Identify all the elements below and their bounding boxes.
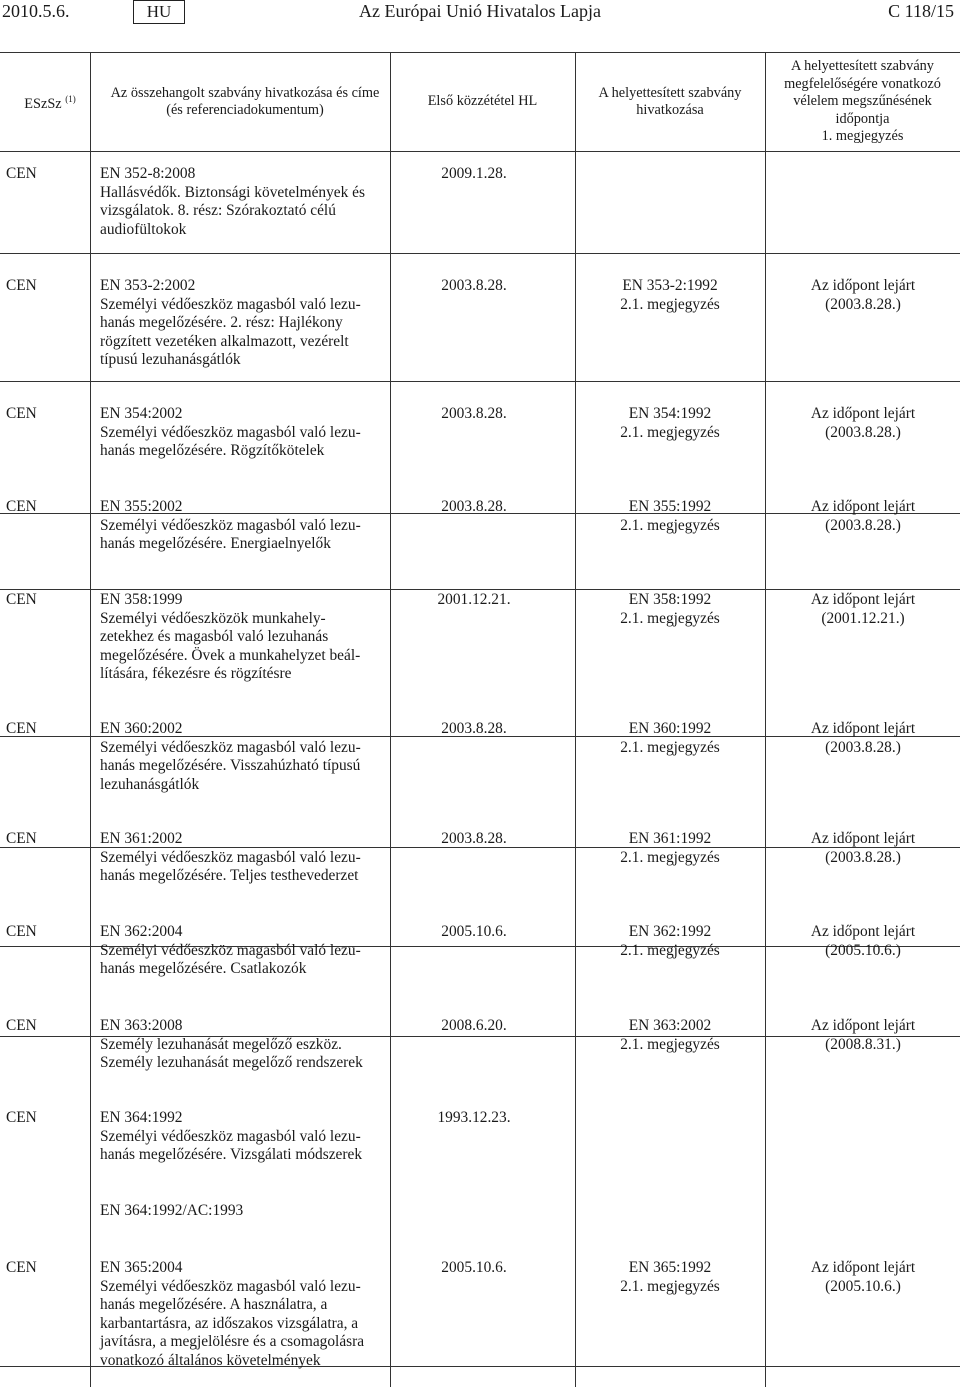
title-line: hanás megelőzésére. Visszahúzható típusú — [100, 757, 361, 775]
title-line: hanás megelőzésére. 2. rész: Hajlékony — [100, 314, 343, 332]
row-divider — [0, 589, 960, 590]
title-line: lezuhanásgátlók — [100, 775, 200, 793]
header-line: Az összehangolt szabvány hivatkozása és címe — [110, 84, 380, 101]
standard-reference — [100, 405, 372, 461]
standard-title — [100, 610, 372, 684]
title-line: Személy lezuhanását megelőző rendszerek — [100, 1054, 363, 1072]
page-header — [0, 0, 960, 26]
standards-org: CEN — [6, 720, 37, 737]
cessation-line: (2005.10.6.) — [825, 941, 901, 959]
standards-org: CEN — [6, 498, 37, 515]
superseded-standard — [585, 405, 755, 442]
row-divider — [0, 381, 960, 382]
header-line: 1. megjegyzés — [821, 128, 904, 145]
superseded-line: EN 365:1992 — [628, 1259, 712, 1276]
title-line: hanás megelőzésére. A használatra, a — [100, 1296, 328, 1314]
title-line: karbantartásra, az időszakos vizsgálatra, a — [100, 1314, 359, 1332]
title-line: Személyi védőeszköz magasból való lezu- — [100, 295, 361, 313]
title-line: Személyi védőeszköz magasból való lezu- — [100, 848, 361, 866]
cessation-line: (2001.12.21.) — [821, 609, 905, 627]
column-header-cessation — [765, 53, 960, 151]
standards-org: CEN — [6, 277, 37, 294]
standard-title — [100, 739, 372, 795]
standard-code: EN 364:1992/AC:1993 — [100, 1202, 244, 1219]
standards-org: CEN — [6, 1109, 37, 1126]
row-divider — [0, 151, 960, 152]
header-line: A helyettesített szabvány — [598, 84, 742, 101]
title-line: hanás megelőzésére. Energiaelnyelők — [100, 535, 331, 553]
superseded-line: EN 358:1992 — [628, 591, 712, 608]
cessation-date — [770, 277, 956, 314]
superseded-line: EN 355:1992 — [628, 498, 712, 515]
cessation-date — [770, 1259, 956, 1296]
standard-title — [100, 184, 372, 240]
standard-title — [100, 296, 372, 370]
standard-code: EN 361:2002 — [100, 830, 183, 847]
cessation-line: (2005.10.6.) — [825, 1277, 901, 1295]
standards-table — [0, 52, 960, 1387]
standard-code: EN 355:2002 — [100, 498, 183, 515]
standard-code: EN 353-2:2002 — [100, 277, 196, 294]
cessation-date — [770, 498, 956, 535]
first-publication-date: 1993.12.23. — [437, 1109, 511, 1126]
header-line: (és referenciadokumentum) — [166, 102, 324, 118]
superseded-line: 2.1. megjegyzés — [620, 423, 720, 441]
footnote-marker: (1) — [65, 93, 76, 104]
standards-org: CEN — [6, 830, 37, 847]
title-line: Személyi védőeszköz magasból való lezu- — [100, 423, 361, 441]
standard-code: EN 365:2004 — [100, 1259, 183, 1276]
standard-title — [100, 517, 372, 554]
column-header-first-publication — [390, 53, 575, 151]
cessation-line: Az időpont lejárt — [810, 830, 916, 847]
title-line: Személyi védőeszköz magasból való lezu- — [100, 941, 361, 959]
standard-reference — [100, 591, 372, 684]
cessation-line: Az időpont lejárt — [810, 498, 916, 515]
cessation-line: Az időpont lejárt — [810, 405, 916, 422]
superseded-line: EN 362:1992 — [628, 923, 712, 940]
first-publication-date: 2005.10.6. — [441, 1259, 507, 1276]
cessation-date — [770, 591, 956, 628]
title-line: Hallásvédők. Biztonsági követelmények és — [100, 183, 365, 201]
title-line: hanás megelőzésére. Csatlakozók — [100, 960, 307, 978]
cessation-line: Az időpont lejárt — [810, 591, 916, 608]
standard-reference — [100, 830, 372, 886]
standard-title — [100, 849, 372, 886]
title-line: vonatkozó általános követelmények — [100, 1351, 321, 1369]
standards-org: CEN — [6, 1017, 37, 1034]
cessation-date — [770, 1017, 956, 1054]
standard-reference — [100, 923, 372, 979]
standards-org: CEN — [6, 923, 37, 940]
header-line: A helyettesített szabvány — [791, 58, 934, 75]
standard-reference — [100, 277, 372, 370]
first-publication-date: 2003.8.28. — [441, 830, 507, 847]
standard-code: EN 358:1999 — [100, 591, 183, 608]
standard-title — [100, 1278, 372, 1371]
superseded-standard — [585, 277, 755, 314]
title-line: megelőzésére. Övek a munkahelyzet beál- — [100, 646, 361, 664]
cessation-line: (2003.8.28.) — [825, 295, 901, 313]
esosz-label: ESzSz — [24, 95, 62, 112]
superseded-line: 2.1. megjegyzés — [620, 295, 720, 313]
title-line: vizsgálatok. 8. rész: Szórakoztató célú — [100, 202, 336, 220]
standard-reference — [100, 1259, 372, 1371]
superseded-line: 2.1. megjegyzés — [620, 738, 720, 756]
title-line: Személyi védőeszköz magasból való lezu- — [100, 1127, 361, 1145]
cessation-line: (2008.8.31.) — [825, 1035, 901, 1053]
title-line: Személyi védőeszközök munkahely- — [100, 609, 326, 627]
title-line: Személy lezuhanását megelőző eszköz. — [100, 1035, 342, 1053]
first-publication-date: 2001.12.21. — [437, 591, 511, 608]
column-header-esosz — [0, 53, 100, 151]
header-line: vélelem megszűnésének időpontja — [793, 93, 932, 127]
first-publication-date: 2005.10.6. — [441, 923, 507, 940]
standards-org: CEN — [6, 405, 37, 422]
title-line: Személyi védőeszköz magasból való lezu- — [100, 1277, 361, 1295]
standard-code: EN 360:2002 — [100, 720, 183, 737]
cessation-line: (2003.8.28.) — [825, 516, 901, 534]
standard-reference — [100, 720, 372, 794]
cessation-line: Az időpont lejárt — [810, 923, 916, 940]
title-line: lítására, fékezésre és rögzítésre — [100, 665, 292, 683]
superseded-line: 2.1. megjegyzés — [620, 941, 720, 959]
superseded-line: EN 353-2:1992 — [622, 277, 718, 294]
header-line: hivatkozása — [636, 102, 704, 118]
standard-reference — [100, 165, 372, 239]
first-publication-date: 2003.8.28. — [441, 720, 507, 737]
publication-date: 2010.5.6. — [2, 1, 70, 21]
standard-reference — [100, 498, 372, 554]
first-publication-date: 2003.8.28. — [441, 277, 507, 294]
superseded-line: 2.1. megjegyzés — [620, 609, 720, 627]
superseded-standard — [585, 498, 755, 535]
standard-code: EN 354:2002 — [100, 405, 183, 422]
title-line: Személyi védőeszköz magasból való lezu- — [100, 516, 361, 534]
superseded-line: EN 360:1992 — [628, 720, 712, 737]
superseded-standard — [585, 923, 755, 960]
first-publication-date: 2003.8.28. — [441, 405, 507, 422]
standard-reference — [100, 1109, 372, 1165]
title-line: zetekhez és magasból való lezuhanás — [100, 628, 329, 646]
journal-title: Az Európai Unió Hivatalos Lapja — [359, 1, 601, 21]
superseded-line: 2.1. megjegyzés — [620, 1035, 720, 1053]
standard-title — [100, 1036, 372, 1073]
superseded-standard — [585, 591, 755, 628]
superseded-line: EN 354:1992 — [628, 405, 712, 422]
title-line: Személyi védőeszköz magasból való lezu- — [100, 738, 361, 756]
standards-org: CEN — [6, 1259, 37, 1276]
superseded-line: 2.1. megjegyzés — [620, 1277, 720, 1295]
title-line: javításra, a megjelölésre és a csomagolásra — [100, 1333, 365, 1351]
superseded-standard — [585, 1017, 755, 1054]
cessation-date — [770, 405, 956, 442]
superseded-line: 2.1. megjegyzés — [620, 516, 720, 534]
cessation-date — [770, 720, 956, 757]
title-line: típusú lezuhanásgátlók — [100, 351, 241, 369]
cessation-line: (2003.8.28.) — [825, 738, 901, 756]
title-line: rögzített vezetéken alkalmazott, vezérelt — [100, 332, 349, 350]
superseded-line: EN 361:1992 — [628, 830, 712, 847]
cessation-line: (2003.8.28.) — [825, 423, 901, 441]
header-line: Első közzététel HL — [427, 93, 538, 110]
cessation-line: Az időpont lejárt — [810, 720, 916, 737]
standard-title — [100, 1128, 372, 1165]
standard-title — [100, 424, 372, 461]
first-publication-date: 2008.6.20. — [441, 1017, 507, 1034]
column-header-reference — [100, 53, 390, 151]
standards-org: CEN — [6, 165, 37, 182]
title-line: audiofültokok — [100, 220, 187, 238]
standard-reference — [100, 1017, 372, 1073]
column-header-superseded — [575, 53, 765, 151]
language-badge: HU — [133, 0, 185, 24]
title-line: hanás megelőzésére. Vizsgálati módszerek — [100, 1146, 363, 1164]
standard-code: EN 364:1992 — [100, 1109, 183, 1126]
title-line: hanás megelőzésére. Teljes testhevederzet — [100, 867, 359, 885]
cessation-line: (2003.8.28.) — [825, 848, 901, 866]
cessation-line: Az időpont lejárt — [810, 277, 916, 294]
standards-org: CEN — [6, 591, 37, 608]
standard-code: EN 363:2008 — [100, 1017, 183, 1034]
cessation-line: Az időpont lejárt — [810, 1017, 916, 1034]
page-reference: C 118/15 — [888, 1, 954, 21]
standard-reference — [100, 1202, 372, 1221]
cessation-line: Az időpont lejárt — [810, 1259, 916, 1276]
superseded-standard — [585, 720, 755, 757]
first-publication-date: 2003.8.28. — [441, 498, 507, 515]
standard-code: EN 362:2004 — [100, 923, 183, 940]
superseded-standard — [585, 1259, 755, 1296]
first-publication-date: 2009.1.28. — [441, 165, 507, 182]
row-divider — [0, 253, 960, 254]
superseded-standard — [585, 830, 755, 867]
standard-title — [100, 942, 372, 979]
header-line: megfelelőségére vonatkozó — [784, 75, 941, 92]
superseded-line: 2.1. megjegyzés — [620, 848, 720, 866]
cessation-date — [770, 923, 956, 960]
superseded-line: EN 363:2002 — [628, 1017, 712, 1034]
cessation-date — [770, 830, 956, 867]
standard-code: EN 352-8:2008 — [100, 165, 196, 182]
title-line: hanás megelőzésére. Rögzítőkötelek — [100, 442, 325, 460]
